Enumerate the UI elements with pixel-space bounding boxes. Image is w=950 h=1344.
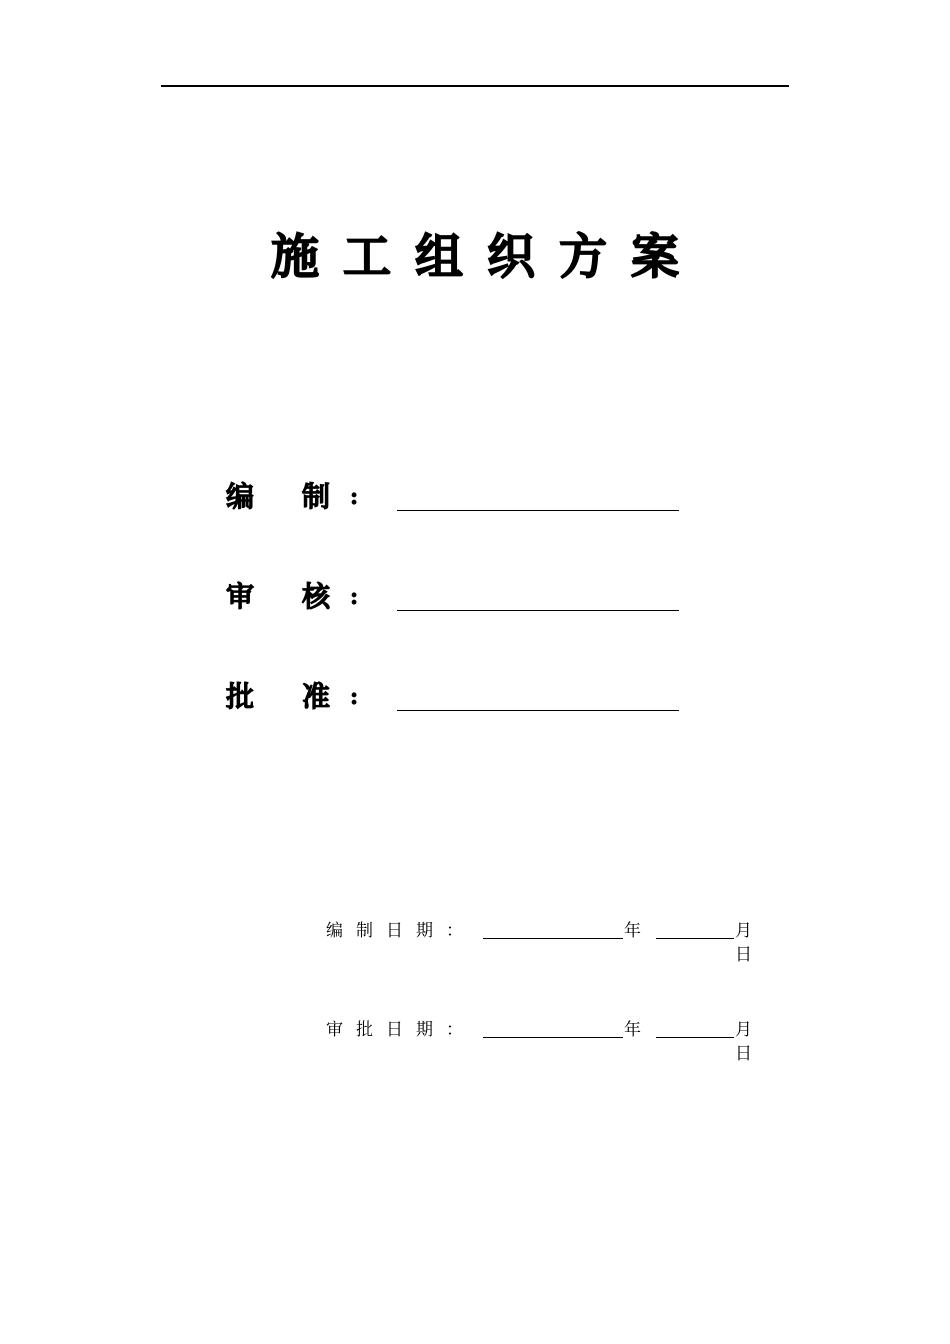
month-line [656,1037,734,1038]
month-unit: 月 [735,1020,752,1040]
signature-label-char: 制 [302,480,331,513]
signature-colon: : [350,484,359,510]
signature-colon: : [350,584,359,610]
day-unit: 日 [735,1044,752,1064]
signature-label-char: 批 [226,680,255,713]
signature-colon: : [350,684,359,710]
signature-line [397,610,679,611]
signature-row-compiled [226,481,686,521]
header-rule [161,85,789,87]
date-label: 审批日期： [326,1020,476,1040]
month-line [656,938,734,939]
signature-label-char: 审 [226,580,255,613]
year-line [483,1037,623,1038]
signature-row-reviewed [226,581,686,621]
year-line [483,938,623,939]
month-unit: 月 [735,921,752,941]
signature-line [397,510,679,511]
signature-row-approved [226,681,686,721]
year-unit: 年 [624,921,641,941]
year-unit: 年 [624,1020,641,1040]
signature-line [397,710,679,711]
date-row-approved [326,1019,766,1069]
signature-label-char: 准 [302,680,331,713]
date-label: 编制日期： [326,921,476,941]
signature-label-char: 编 [226,480,255,513]
signature-label-char: 核 [302,580,331,613]
day-unit: 日 [735,945,752,965]
date-row-compiled [326,920,766,970]
document-title: 施工组织方案 [270,229,703,285]
